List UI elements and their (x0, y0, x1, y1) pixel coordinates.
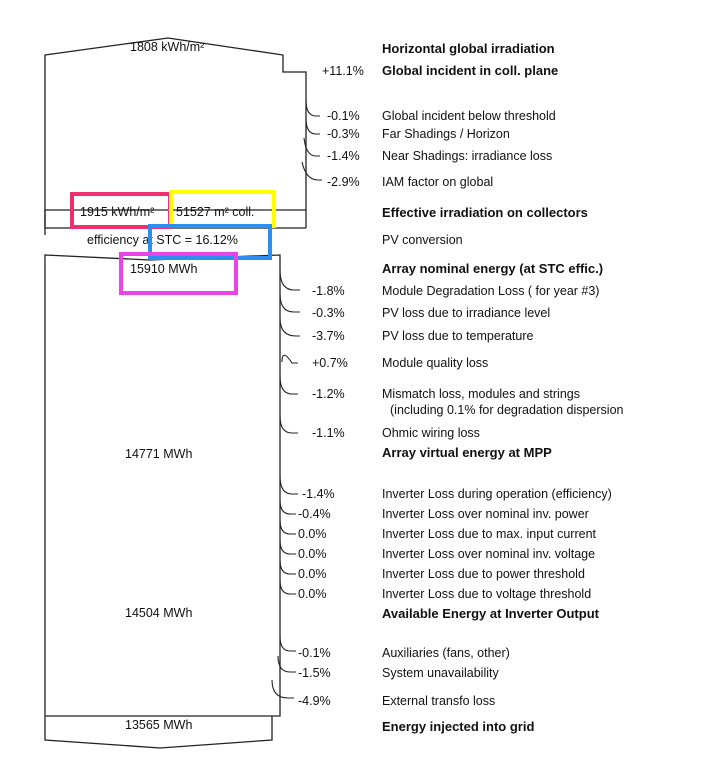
highlight-box-magenta (119, 252, 238, 295)
loss-label: Global incident below threshold (382, 109, 556, 123)
loss-label: Mismatch loss, modules and strings (382, 387, 580, 401)
nominal-energy-value: 15910 MWh (130, 262, 198, 276)
energy-milestone-label: Array nominal energy (at STC effic.) (382, 261, 604, 276)
loss-label: Auxiliaries (fans, other) (382, 646, 510, 660)
loss-label: Inverter Loss during operation (efficiency) (382, 487, 612, 501)
loss-label: (including 0.1% for degradation dispersion (390, 403, 624, 417)
loss-percent: -1.5% (298, 666, 331, 680)
loss-percent: -0.3% (312, 306, 345, 320)
energy-milestone-label: Effective irradiation on collectors (382, 205, 588, 220)
loss-percent: -0.1% (298, 646, 331, 660)
loss-percent: +11.1% (322, 64, 364, 78)
loss-label: Inverter Loss due to voltage threshold (382, 587, 592, 601)
loss-percent: -0.4% (298, 507, 331, 521)
loss-percent: -2.9% (327, 175, 360, 189)
loss-label: Module quality loss (382, 356, 489, 370)
loss-label: System unavailability (382, 666, 499, 680)
loss-percent: -0.3% (327, 127, 360, 141)
loss-label: Inverter Loss due to max. input current (382, 527, 596, 541)
loss-label: Near Shadings: irradiance loss (382, 149, 553, 163)
energy-milestone-label: Array virtual energy at MPP (382, 445, 552, 460)
loss-percent: 0.0% (298, 527, 327, 541)
loss-label: Inverter Loss due to power threshold (382, 567, 585, 581)
loss-percent: -4.9% (298, 694, 331, 708)
loss-label: PV loss due to irradiance level (382, 306, 551, 320)
loss-percent: 0.0% (298, 567, 327, 581)
loss-percent: +0.7% (312, 356, 348, 370)
loss-percent: 0.0% (298, 547, 327, 561)
virtual-energy-value: 14771 MWh (125, 447, 193, 461)
loss-label: IAM factor on global (382, 175, 494, 189)
energy-milestone-label: Energy injected into grid (382, 719, 535, 734)
loss-percent: -0.1% (327, 109, 360, 123)
highlight-box-yellow (169, 190, 276, 228)
loss-label: Far Shadings / Horizon (382, 127, 510, 141)
grid-energy-value: 13565 MWh (125, 718, 193, 732)
loss-label: PV loss due to temperature (382, 329, 534, 343)
loss-percent: -1.4% (327, 149, 360, 163)
energy-milestone-label: Available Energy at Inverter Output (382, 606, 599, 621)
loss-percent: -1.2% (312, 387, 345, 401)
efficiency-text: efficiency at STC = 16.12% (87, 233, 238, 247)
collector-area-value: 51527 m² coll. (176, 205, 255, 219)
loss-percent: -1.4% (302, 487, 335, 501)
loss-percent: -3.7% (312, 329, 345, 343)
loss-label: External transfo loss (382, 694, 496, 708)
loss-label: Module Degradation Loss ( for year #3) (382, 284, 600, 298)
horizontal-irradiation-value: 1808 kWh/m² (130, 40, 205, 54)
effective-irradiation-value: 1915 kWh/m² (80, 205, 155, 219)
loss-percent: -1.1% (312, 426, 345, 440)
inverter-output-value: 14504 MWh (125, 606, 193, 620)
energy-milestone-label: Horizontal global irradiation (382, 41, 555, 56)
loss-percent: -1.8% (312, 284, 345, 298)
energy-flow-shape (45, 255, 280, 748)
loss-label: Ohmic wiring loss (382, 426, 480, 440)
loss-label: PV conversion (382, 233, 463, 247)
loss-label: Inverter Loss over nominal inv. power (382, 507, 589, 521)
loss-percent: 0.0% (298, 587, 327, 601)
loss-label: Inverter Loss over nominal inv. voltage (382, 547, 596, 561)
energy-milestone-label: Global incident in coll. plane (382, 63, 559, 78)
